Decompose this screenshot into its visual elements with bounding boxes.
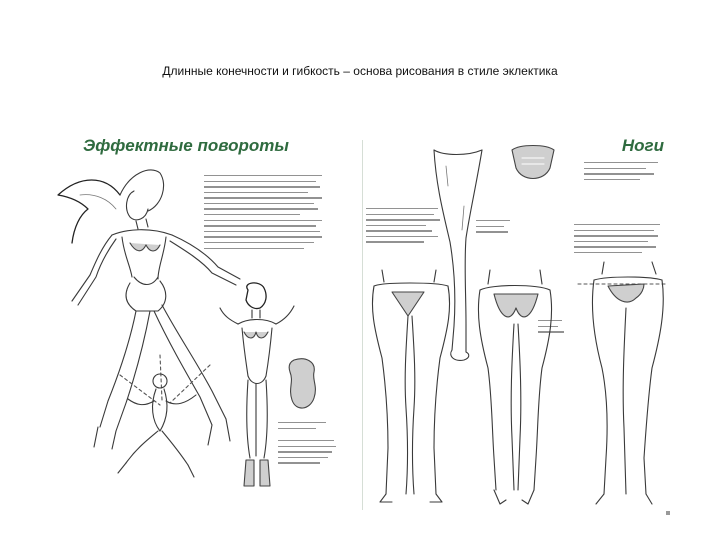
hip-shape-diagram <box>506 142 560 192</box>
right-page-heading: Ноги <box>621 136 664 155</box>
right-page <box>366 120 672 515</box>
legs-side-drawing <box>578 258 668 508</box>
small-figure-drawing <box>100 345 230 485</box>
left-page <box>40 120 360 515</box>
spread-divider <box>362 140 363 510</box>
legs-front-drawing <box>366 268 456 508</box>
torso-shape-diagram <box>284 356 324 416</box>
left-page-heading: Эффектные повороты <box>83 136 289 155</box>
book-spread-illustration <box>40 120 672 515</box>
page-number-marker <box>666 511 670 515</box>
right-page-paragraph-right <box>574 224 664 257</box>
legs-back-drawing <box>470 268 560 508</box>
slide-title: Длинные конечности и гибкость – основа рисования в стиле эклектика <box>162 64 558 78</box>
right-page-paragraph-top <box>584 162 664 184</box>
